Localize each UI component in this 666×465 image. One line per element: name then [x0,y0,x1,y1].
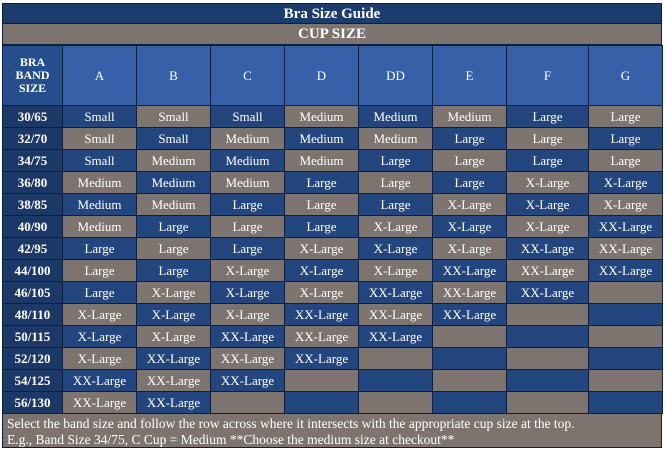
table-row [3,172,663,194]
size-cell: Medium [285,150,359,172]
size-cell: Small [137,128,211,150]
size-cell [433,370,507,392]
size-cell: X-Large [359,238,433,260]
table-row [3,282,663,304]
cup-header-d: D [285,46,359,106]
size-cell: Large [137,238,211,260]
size-cell: X-Large [589,172,663,194]
size-cell: Small [63,128,137,150]
size-cell: XX-Large [589,260,663,282]
size-cell: XX-Large [359,326,433,348]
band-size-cell: 44/100 [3,260,63,282]
band-size-cell: 38/85 [3,194,63,216]
size-cell: X-Large [359,216,433,238]
size-cell: XX-Large [63,392,137,414]
size-cell: Medium [285,106,359,128]
band-size-cell: 32/70 [3,128,63,150]
table-row [3,304,663,326]
size-cell: Large [137,216,211,238]
size-cell: X-Large [137,304,211,326]
band-size-cell: 30/65 [3,106,63,128]
band-size-cell: 56/130 [3,392,63,414]
size-cell [589,392,663,414]
size-cell: Small [63,150,137,172]
size-cell: XX-Large [285,304,359,326]
size-cell: X-Large [211,282,285,304]
size-cell: Medium [359,128,433,150]
size-cell [433,326,507,348]
size-cell [359,392,433,414]
size-cell [507,392,589,414]
size-cell [507,304,589,326]
size-cell [589,304,663,326]
band-size-cell: 50/115 [3,326,63,348]
size-cell: X-Large [137,326,211,348]
table-row [3,216,663,238]
size-cell: Large [433,172,507,194]
size-cell: Large [63,260,137,282]
size-cell: XX-Large [285,326,359,348]
size-cell [589,326,663,348]
table-row [3,238,663,260]
size-cell [359,370,433,392]
size-cell: X-Large [433,216,507,238]
size-cell: Large [285,172,359,194]
table-row [3,260,663,282]
size-cell [211,392,285,414]
size-cell: Medium [211,150,285,172]
size-cell: XX-Large [211,370,285,392]
band-size-cell: 52/120 [3,348,63,370]
size-cell [507,326,589,348]
size-cell: XX-Large [211,348,285,370]
size-cell: Medium [211,172,285,194]
size-cell: XX-Large [433,304,507,326]
size-cell: Medium [137,172,211,194]
size-cell: Large [433,150,507,172]
size-cell [589,282,663,304]
size-cell: X-Large [211,304,285,326]
band-size-cell: 42/95 [3,238,63,260]
size-cell: X-Large [285,282,359,304]
cup-header-e: E [433,46,507,106]
size-cell: X-Large [507,194,589,216]
table-row [3,348,663,370]
size-cell: X-Large [63,326,137,348]
band-size-cell: 54/125 [3,370,63,392]
size-cell: Large [285,216,359,238]
cup-header-b: B [137,46,211,106]
band-size-header: BRA BAND SIZE [3,46,63,106]
size-cell: X-Large [137,282,211,304]
size-cell: XX-Large [285,348,359,370]
cup-header-f: F [507,46,589,106]
size-cell: XX-Large [211,326,285,348]
size-cell: X-Large [589,194,663,216]
size-cell: Small [63,106,137,128]
size-cell: XX-Large [63,370,137,392]
band-size-cell: 40/90 [3,216,63,238]
size-cell: XX-Large [137,392,211,414]
size-cell: Large [211,194,285,216]
table-row [3,392,663,414]
size-cell: X-Large [433,238,507,260]
size-cell [433,348,507,370]
size-cell: X-Large [63,348,137,370]
size-table [2,45,663,414]
table-row [3,194,663,216]
size-cell: XX-Large [433,282,507,304]
size-cell: Large [359,194,433,216]
size-cell: Large [433,128,507,150]
instructions-footer [2,414,662,448]
size-cell: Large [285,194,359,216]
size-cell: XX-Large [589,216,663,238]
size-cell: Large [63,238,137,260]
size-cell: XX-Large [137,370,211,392]
cup-header-c: C [211,46,285,106]
size-cell: Medium [63,194,137,216]
size-cell: X-Large [285,260,359,282]
size-cell: X-Large [507,172,589,194]
size-cell: Small [211,106,285,128]
size-cell: XX-Large [507,260,589,282]
size-cell: Large [507,106,589,128]
size-cell [589,370,663,392]
size-cell [359,348,433,370]
size-cell: Small [137,106,211,128]
size-cell: XX-Large [359,304,433,326]
band-size-cell: 48/110 [3,304,63,326]
band-size-cell: 34/75 [3,150,63,172]
cup-header-row [3,46,663,106]
size-guide [2,3,662,448]
table-row [3,326,663,348]
size-cell [589,348,663,370]
size-cell: Large [211,238,285,260]
size-cell: X-Large [433,194,507,216]
size-cell [285,392,359,414]
size-cell: Medium [433,106,507,128]
table-row [3,106,663,128]
table-row [3,370,663,392]
size-cell: Large [589,128,663,150]
size-cell: Large [63,282,137,304]
size-cell: Medium [285,128,359,150]
size-cell: Large [589,150,663,172]
size-cell: XX-Large [433,260,507,282]
size-cell: XX-Large [507,238,589,260]
cup-header-dd: DD [359,46,433,106]
size-cell [507,348,589,370]
size-cell [433,392,507,414]
size-cell [285,370,359,392]
table-body [3,106,663,414]
size-cell: XX-Large [137,348,211,370]
size-cell: X-Large [285,238,359,260]
size-cell: XX-Large [589,238,663,260]
page-title: Bra Size Guide [2,3,662,24]
size-cell: Large [211,216,285,238]
band-size-cell: 36/80 [3,172,63,194]
size-cell: X-Large [507,216,589,238]
size-cell: X-Large [63,304,137,326]
size-cell: Large [589,106,663,128]
size-cell: Large [507,150,589,172]
size-cell: XX-Large [507,282,589,304]
size-cell: Large [359,150,433,172]
size-cell: Medium [63,216,137,238]
size-cell: XX-Large [359,282,433,304]
instructions-line-2: E.g., Band Size 34/75, C Cup = Medium **Choose the medium size at checkout** [7,432,455,447]
band-size-cell: 46/105 [3,282,63,304]
cup-size-heading: CUP SIZE [2,24,662,45]
table-row [3,128,663,150]
size-cell: Large [359,172,433,194]
instructions-line-1: Select the band size and follow the row across where it intersects with the appropriate cup size at the top. [7,416,575,431]
size-cell: Medium [137,194,211,216]
size-cell: X-Large [359,260,433,282]
size-cell: Large [507,128,589,150]
size-cell: Medium [63,172,137,194]
table-row [3,150,663,172]
cup-header-g: G [589,46,663,106]
size-cell: X-Large [211,260,285,282]
size-cell: Medium [359,106,433,128]
size-cell [507,370,589,392]
size-cell: Large [137,260,211,282]
size-cell: Medium [137,150,211,172]
cup-header-a: A [63,46,137,106]
size-cell: Medium [211,128,285,150]
